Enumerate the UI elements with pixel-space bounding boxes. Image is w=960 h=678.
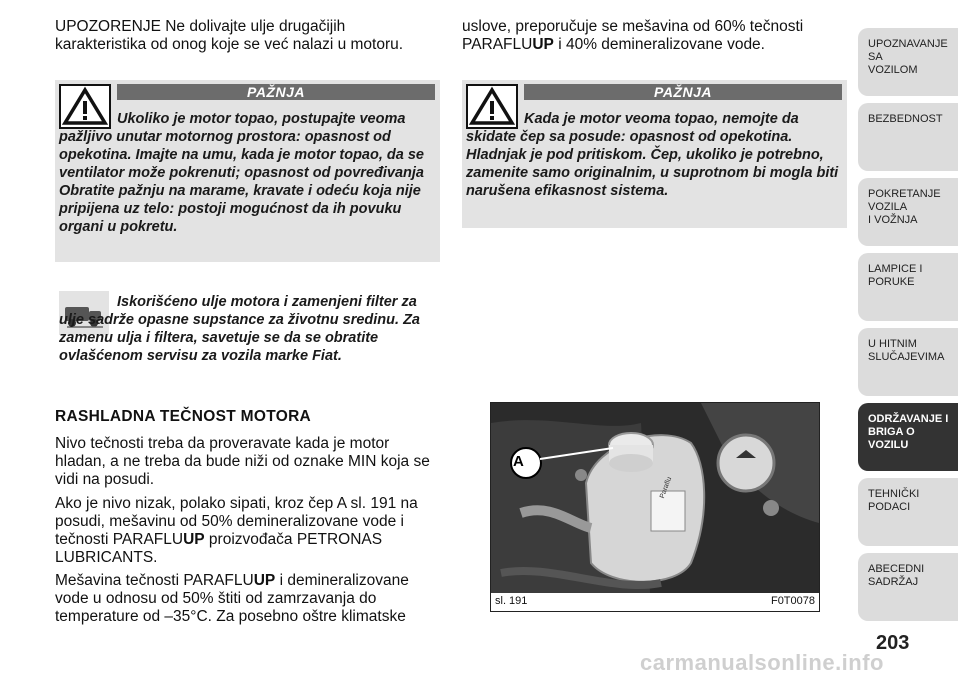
callout-label-a: A [513, 453, 524, 470]
tab-hitni-slucajevi[interactable]: U HITNIM SLUČAJEVIMA [858, 328, 958, 396]
page-number: 203 [876, 632, 910, 654]
environment-note [55, 289, 440, 389]
environment-note-text: Iskorišćeno ulje motora i zamenjeni filter za ulje sadrže opasne supstance za životnu sredinu. Za zamenu ulja i filtera, savetuje se da se obratite ovlašćenom servisu za vozila marke Fiat. [59, 294, 420, 364]
warning-title: PAŽNJA [117, 84, 435, 100]
section-heading: RASHLADNA TEČNOST MOTORA [55, 408, 312, 425]
tab-odrzavanje[interactable]: ODRŽAVANJE I BRIGA O VOZILU [858, 403, 958, 471]
tab-pokretanje[interactable]: POKRETANJE VOZILA I VOŽNJA [858, 178, 958, 246]
figure-code: F0T0078 [770, 595, 815, 607]
warning-box-2 [462, 80, 847, 228]
warning-title: PAŽNJA [524, 84, 842, 100]
tab-bezbednost[interactable]: BEZBEDNOST [858, 103, 958, 171]
warning-text: Ukoliko je motor topao, postupajte veoma pažljivo unutar motornog prostora: opasnost od opekotina. Imajte na umu, kada je motor topao, da se ventilator može pokrenuti; opasnost od povređivanja Obratite pažnju na marame, kravate i odeću koja nije pripijena uz telo: postoji mogućnost da ih povuku organi u pokretu. [59, 111, 424, 235]
paragraph-1: Nivo tečnosti treba da proveravate kada je motor hladan, a ne treba da bude niži od oznake MIN koja se vidi na posudi. [55, 435, 430, 488]
right-paragraph: uslove, preporučuje se mešavina od 60% tečnosti PARAFLUUP i 40% demineralizovane vode. [462, 18, 804, 53]
tab-lampice[interactable]: LAMPICE I PORUKE [858, 253, 958, 321]
watermark: carmanualsonline.info [640, 650, 884, 675]
paragraph-2: Ako je nivo nizak, polako sipati, kroz čep A sl. 191 na posudi, mešavinu od 50% demineralizovane vode i tečnosti PARAFLUUP proizvođača PETRONAS LUBRICANTS. [55, 495, 418, 566]
warning-box-1 [55, 80, 440, 262]
paragraph-3: Mešavina tečnosti PARAFLUUP i demineralizovane vode u odnosu od 50% štiti od zamrzavanja do temperature od –35°C. Za posebno oštre klimatske [55, 572, 409, 625]
engine-bay-illustration [491, 403, 819, 611]
intro-warning-text: UPOZORENJE Ne dolivajte ulje drugačijih karakteristika od onog koje se već nalazi u motoru. [55, 18, 404, 53]
caption-bar [491, 593, 819, 611]
warning-text: Kada je motor veoma topao, nemojte da skidate čep sa posude: opasnost od opekotina. Hladnjak je pod pritiskom. Čep, ukoliko je potrebno, zamenite samo originalnim, u suprotnom bi mogla biti narušena efikasnost sistema. [466, 111, 839, 199]
tab-abecedni-sadrzaj[interactable]: ABECEDNI SADRŽAJ [858, 553, 958, 621]
tab-upoznavanje[interactable]: UPOZNAVANJE SA VOZILOM [858, 28, 958, 96]
figure-number: sl. 191 [495, 595, 528, 607]
coolant-tank-photo [490, 402, 820, 612]
tank-label: Paraflu [659, 476, 674, 500]
tab-tehnicki-podaci[interactable]: TEHNIČKI PODACI [858, 478, 958, 546]
